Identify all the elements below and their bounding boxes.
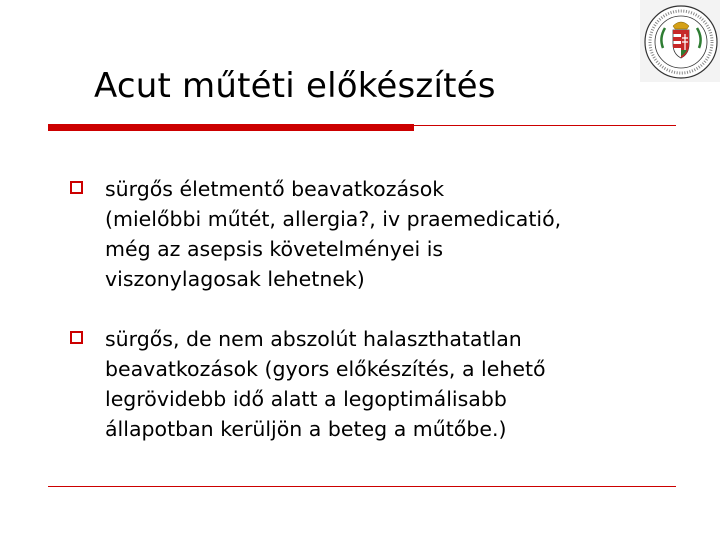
footer-divider — [48, 486, 676, 487]
bullet-item — [70, 174, 690, 294]
bullet-list — [70, 174, 690, 444]
bullet-line: állapotban kerüljön a beteg a műtőbe.) — [105, 417, 507, 441]
bullet-line: viszonylagosak lehetnek) — [105, 267, 365, 291]
bullet-line: beavatkozások (gyors előkészítés, a lehető — [105, 357, 546, 381]
square-bullet-icon — [70, 331, 83, 344]
slide-title: Acut műtéti előkészítés — [94, 66, 496, 106]
bullet-item — [70, 324, 690, 444]
square-bullet-icon — [70, 181, 83, 194]
bullet-line: sürgős életmentő beavatkozások — [105, 177, 445, 201]
coat-of-arms-seal-icon — [643, 4, 719, 80]
bullet-line: még az asepsis követelményei is — [105, 237, 444, 261]
bullet-line: (mielőbbi műtét, allergia?, iv praemedicatió, — [105, 207, 562, 231]
bullet-line: sürgős, de nem abszolút halaszthatatlan — [105, 327, 522, 351]
title-divider-thick — [48, 124, 414, 131]
bullet-line: legrövidebb idő alatt a legoptimálisabb — [105, 387, 507, 411]
